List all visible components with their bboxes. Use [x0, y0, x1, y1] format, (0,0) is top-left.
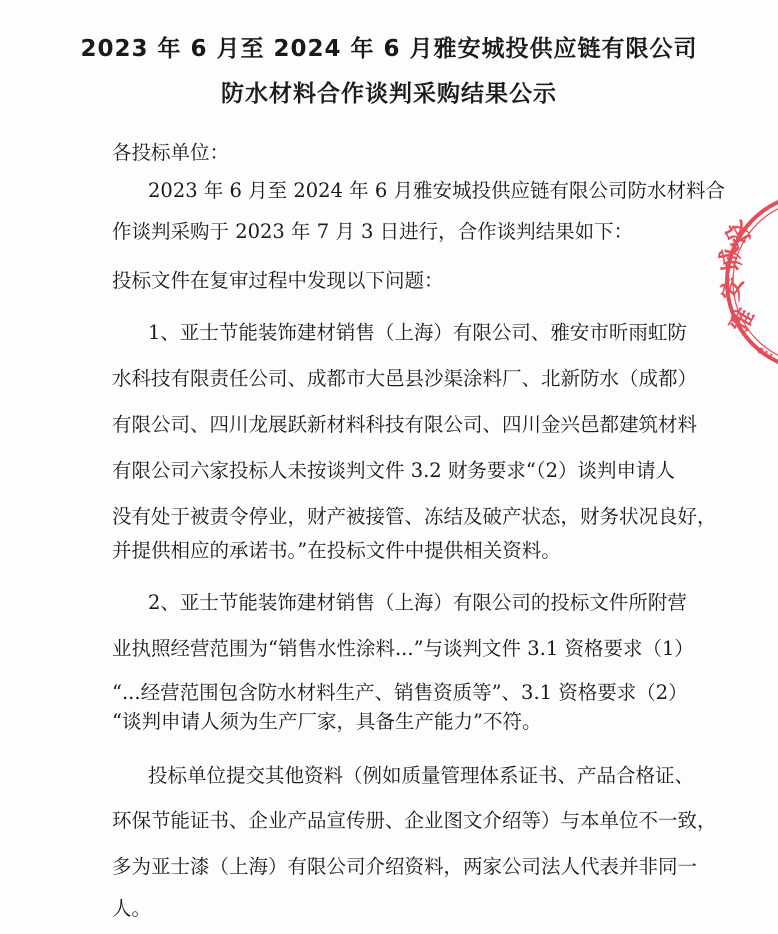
item1-line: 水科技有限责任公司、成都市大邑县沙渠涂料厂、北新防水（成都） [112, 367, 698, 390]
issues-heading: 投标文件在复审过程中发现以下问题： [112, 269, 444, 292]
item1-line: 有限公司六家投标人未按谈判文件 3.2 财务要求“（2）谈判申请人 [112, 459, 676, 482]
item1-line: 有限公司、四川龙展跃新材料科技有限公司、四川金兴邑都建筑材料 [112, 413, 698, 436]
item3-line: 投标单位提交其他资料（例如质量管理体系证书、产品合格证、 [148, 764, 695, 787]
svg-text:511: 511 [756, 345, 775, 363]
item2-line: 2、亚士节能装饰建材销售（上海）有限公司的投标文件所附营 [148, 591, 687, 614]
document-title-line1: 2023 年 6 月至 2024 年 6 月雅安城投供应链有限公司 [80, 36, 698, 62]
item2-line: “谈判申请人须为生产厂家，具备生产能力”不符。 [112, 710, 542, 733]
item3-line: 环保节能证书、企业产品宣传册、企业图文介绍等）与本单位不一致， [112, 809, 717, 832]
intro-line: 作谈判采购于 2023 年 7 月 3 日进行，合作谈判结果如下： [112, 220, 634, 243]
item1-line: 没有处于被责令停业，财产被接管、冻结及破产状态，财务状况良好， [112, 505, 717, 528]
salutation: 各投标单位： [112, 141, 230, 164]
item1-line: 并提供相应的承诺书。”在投标文件中提供相关资料。 [112, 539, 561, 562]
svg-text:城: 城 [715, 245, 747, 274]
svg-text:投: 投 [719, 216, 757, 251]
item2-line: 业执照经营范围为“销售水性涂料...”与谈判文件 3.1 资格要求（1） [112, 637, 694, 660]
document-title-line2: 防水材料合作谈判采购结果公示 [221, 81, 557, 107]
item3-line: 多为亚士漆（上海）有限公司介绍资料，两家公司法人代表并非同一 [112, 855, 698, 878]
company-seal-stamp [715, 190, 778, 370]
svg-text:雅: 雅 [723, 303, 761, 338]
svg-text:安: 安 [715, 273, 750, 304]
intro-line: 2023 年 6 月至 2024 年 6 月雅安城投供应链有限公司防水材料合 [148, 179, 725, 202]
item3-line: 人。 [112, 897, 152, 920]
item2-line: “...经营范围包含防水材料生产、销售资质等”、3.1 资格要求（2） [112, 681, 688, 704]
item1-line: 1、亚士节能装饰建材销售（上海）有限公司、雅安市昕雨虹防 [148, 321, 687, 344]
